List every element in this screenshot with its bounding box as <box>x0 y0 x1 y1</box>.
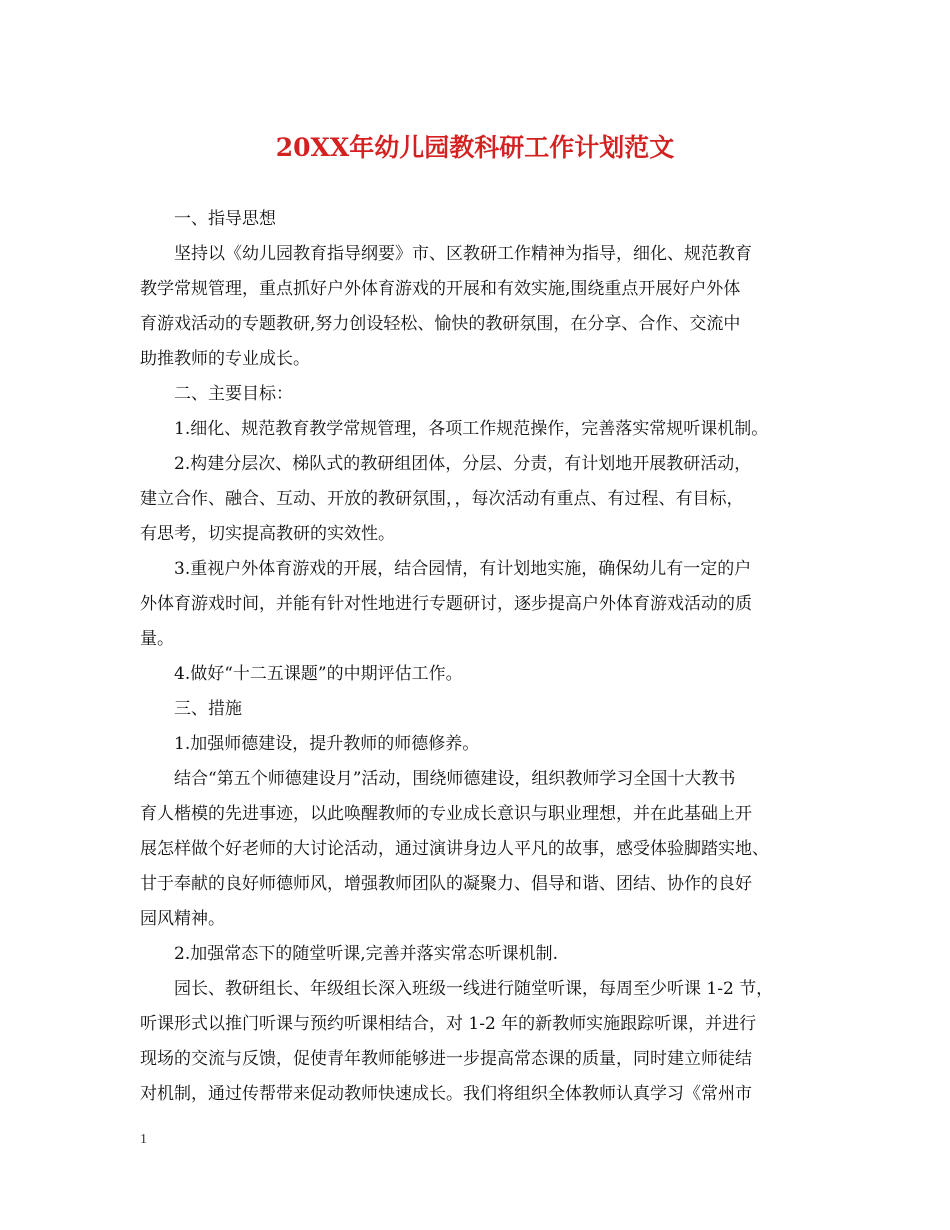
text-line: 现场的交流与反馈，促使青年教师能够进一步提高常态课的质量，同时建立师徒结 <box>140 1049 752 1069</box>
text-line: 育人楷模的先进事迹，以此唤醒教师的专业成长意识与职业理想，并在此基础上开 <box>140 804 752 824</box>
text-line: 坚持以《幼儿园教育指导纲要》市、区教研工作精神为指导，细化、规范教育 <box>174 244 752 264</box>
text-line: 二、主要目标： <box>174 384 293 404</box>
text-line: 园风精神。 <box>140 909 225 929</box>
text-line: 有思考，切实提高教研的实效性。 <box>140 524 395 544</box>
text-line: 外体育游戏时间，并能有针对性地进行专题研讨，逐步提高户外体育游戏活动的质 <box>140 594 752 614</box>
text-line: 听课形式以推门听课与预约听课相结合，对 1-2 年的新教师实施跟踪听课，并进行 <box>140 1014 757 1034</box>
text-line: 1.细化、规范教育教学常规管理，各项工作规范操作，完善落实常规听课机制。 <box>174 419 769 439</box>
text-line: 对机制，通过传帮带来促动教师快速成长。我们将组织全体教师认真学习《常州市 <box>140 1084 752 1104</box>
text-line: 建立合作、融合、互动、开放的教研氛围，，每次活动有重点、有过程、有目标， <box>140 489 744 509</box>
text-line: 2.加强常态下的随堂听课,完善并落实常态听课机制. <box>174 944 559 964</box>
text-line: 展怎样做个好老师的大讨论活动，通过演讲身边人平凡的故事，感受体验脚踏实地、 <box>140 839 769 859</box>
document-title: 20XX年幼儿园教科研工作计划范文 <box>275 133 675 162</box>
document-body <box>140 202 826 1112</box>
text-line: 2.构建分层次、梯队式的教研组团体，分层、分责，有计划地开展教研活动， <box>174 454 752 474</box>
text-line: 助推教师的专业成长。 <box>140 349 310 369</box>
text-line: 量。 <box>140 629 174 649</box>
page-number: 1 <box>140 1132 147 1147</box>
text-line: 1.加强师德建设，提升教师的师德修养。 <box>174 734 480 754</box>
text-line: 结合“第五个师德建设月”活动，围绕师德建设，组织教师学习全国十大教书 <box>174 769 736 789</box>
text-line: 3.重视户外体育游戏的开展，结合园情，有计划地实施，确保幼儿有一定的户 <box>174 559 752 579</box>
text-line: 育游戏活动的专题教研,努力创设轻松、愉快的教研氛围，在分享、合作、交流中 <box>140 314 741 334</box>
text-line: 园长、教研组长、年级组长深入班级一线进行随堂听课，每周至少听课 1-2 节， <box>174 979 774 999</box>
text-line: 4.做好“十二五课题”的中期评估工作。 <box>174 664 463 684</box>
text-line: 一、指导思想 <box>174 209 276 229</box>
text-line: 三、措施 <box>174 699 242 719</box>
text-line: 甘于奉献的良好师德师风，增强教师团队的凝聚力、倡导和谐、团结、协作的良好 <box>140 874 752 894</box>
text-line: 教学常规管理，重点抓好户外体育游戏的开展和有效实施,围绕重点开展好户外体 <box>140 279 741 299</box>
